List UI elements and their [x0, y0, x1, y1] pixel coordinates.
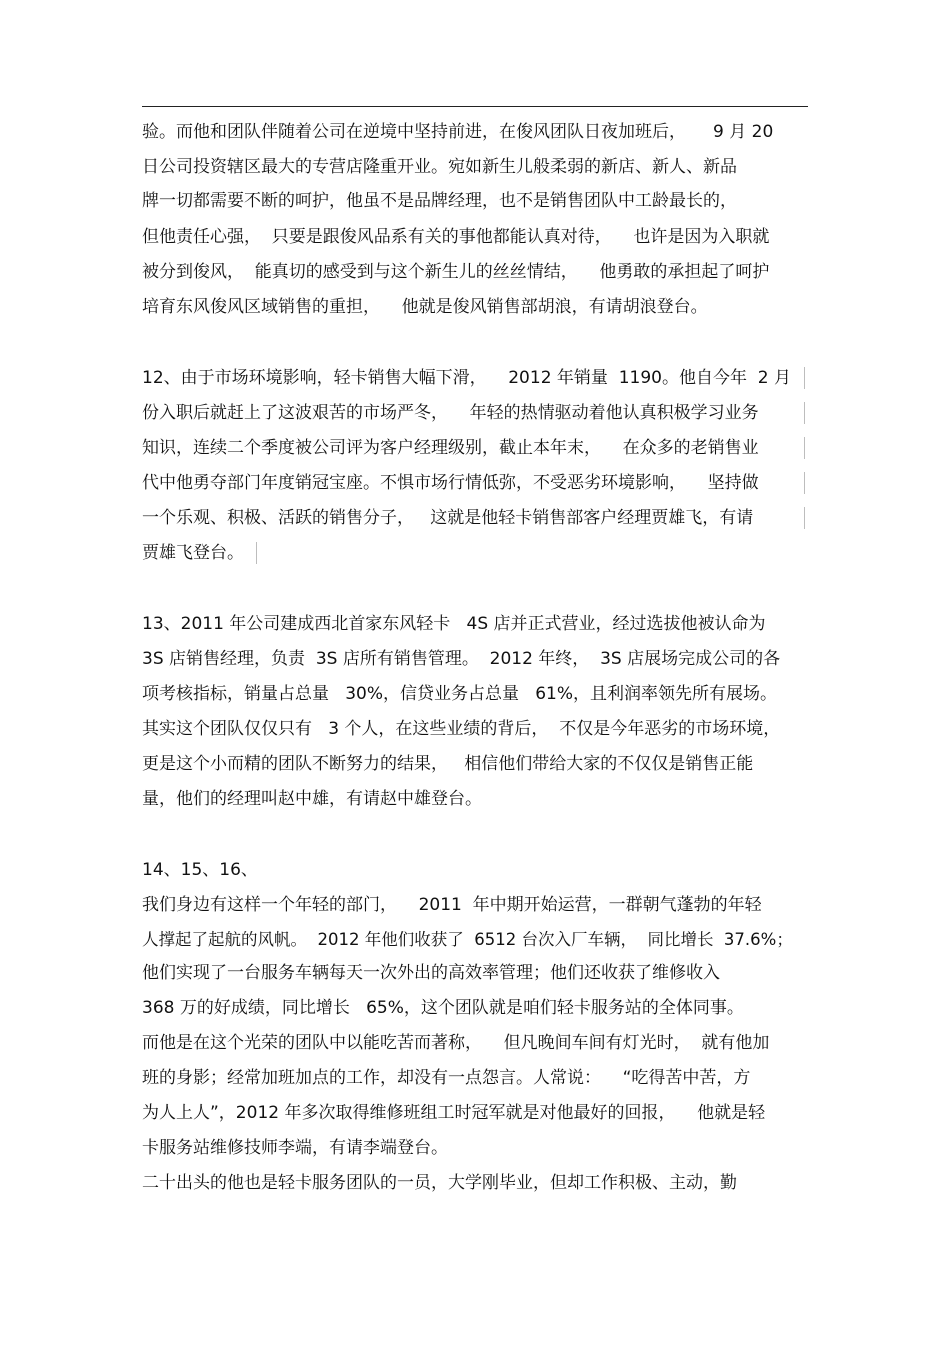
text-line: 其实这个团队仅仅只有 3 个人，在这些业绩的背后， 不仅是今年恶劣的市场环境，: [142, 719, 781, 739]
header-rule: [142, 106, 808, 107]
margin-mark: [804, 437, 805, 459]
margin-mark: [256, 542, 257, 564]
text-line: 被分到俊风， 能真切的感受到与这个新生儿的丝丝情结， 他勇敢的承担起了呵护: [142, 262, 770, 282]
margin-mark: [804, 472, 805, 494]
text-line: 为人上人”，2012 年多次取得维修班组工时冠军就是对他最好的回报， 他就是轻: [142, 1103, 766, 1123]
text-line: 更是这个小而精的团队不断努力的结果， 相信他们带给大家的不仅仅是销售正能: [142, 754, 754, 774]
text-line: 班的身影；经常加班加点的工作，却没有一点怨言。人常说： “吃得苦中苦，方: [142, 1068, 751, 1088]
text-line: 他们实现了一台服务车辆每天一次外出的高效率管理；他们还收获了维修收入: [142, 963, 720, 983]
text-line: 项考核指标，销量占总量 30%，信贷业务占总量 61%，且利润率领先所有展场。: [142, 684, 777, 704]
text-line: 牌一切都需要不断的呵护，他虽不是品牌经理，也不是销售团队中工龄最长的，: [142, 191, 737, 211]
text-line: 13、2011 年公司建成西北首家东风轻卡 4S 店并正式营业，经过选拔他被认命为: [142, 614, 766, 634]
text-line: 而他是在这个光荣的团队中以能吃苦而著称， 但凡晚间车间有灯光时， 就有他加: [142, 1033, 770, 1053]
text-line: 卡服务站维修技师李端，有请李端登台。: [142, 1138, 448, 1158]
margin-mark: [804, 507, 805, 529]
text-line: 人撑起了起航的风帆。 2012 年他们收获了 6512 台次入厂车辆， 同比增长 37.6%；: [142, 930, 793, 949]
text-line: 3S 店销售经理，负责 3S 店所有销售管理。 2012 年终， 3S 店展场完成公司的各: [142, 649, 781, 669]
text-line: 我们身边有这样一个年轻的部门， 2011 年中期开始运营，一群朝气蓬勃的年轻: [142, 895, 762, 915]
text-line: 验。而他和团队伴随着公司在逆境中坚持前进，在俊风团队日夜加班后， 9 月 20: [142, 122, 774, 142]
text-line: 二十出头的他也是轻卡服务团队的一员，大学刚毕业，但却工作积极、主动，勤: [142, 1173, 737, 1193]
text-line: 代中他勇夺部门年度销冠宝座。不惧市场行情低弥，不受恶劣环境影响， 坚持做: [142, 473, 759, 493]
text-line: 知识，连续二个季度被公司评为客户经理级别，截止本年末， 在众多的老销售业: [142, 438, 759, 458]
text-line: 份入职后就赶上了这波艰苦的市场严冬， 年轻的热情驱动着他认真积极学习业务: [142, 403, 759, 423]
text-line: 一个乐观、积极、活跃的销售分子， 这就是他轻卡销售部客户经理贾雄飞，有请: [142, 508, 754, 528]
text-line: 但他责任心强， 只要是跟俊风品系有关的事他都能认真对待， 也许是因为入职就: [142, 227, 770, 247]
margin-mark: [804, 402, 805, 424]
margin-mark: [804, 367, 805, 389]
text-line: 培育东风俊风区域销售的重担， 他就是俊风销售部胡浪，有请胡浪登台。: [142, 297, 708, 317]
text-line: 量，他们的经理叫赵中雄，有请赵中雄登台。: [142, 789, 482, 809]
text-line: 贾雄飞登台。: [142, 543, 244, 563]
text-line: 12、由于市场环境影响，轻卡销售大幅下滑， 2012 年销量 1190。他自今年 2 月: [142, 368, 792, 388]
text-line: 日公司投资辖区最大的专营店隆重开业。宛如新生儿般柔弱的新店、新人、新品: [142, 157, 737, 177]
text-line: 14、15、16、: [142, 860, 258, 880]
text-line: 368 万的好成绩，同比增长 65%，这个团队就是咱们轻卡服务站的全体同事。: [142, 998, 744, 1018]
